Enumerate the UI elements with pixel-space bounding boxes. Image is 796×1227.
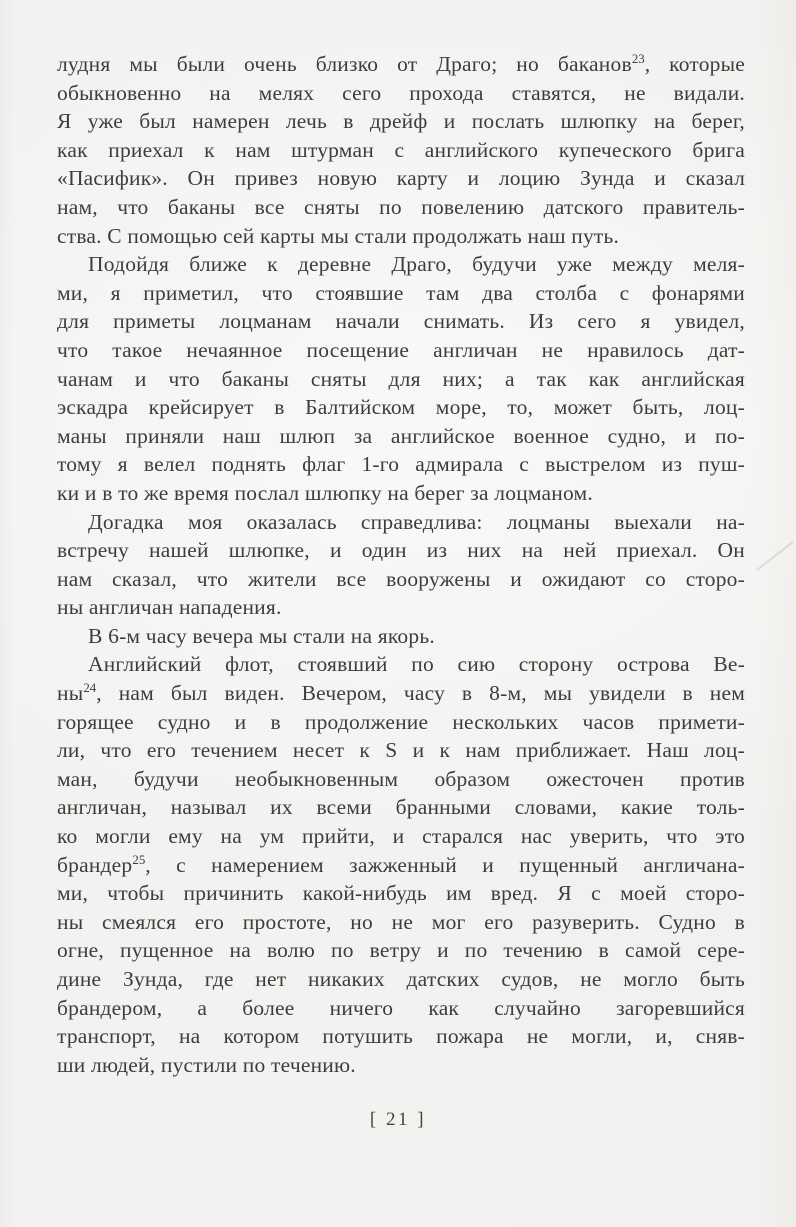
text-line: В 6-м часу вечера мы стали на якорь. — [88, 623, 435, 648]
text-line: ши людей, пустили по течению. — [57, 1052, 356, 1077]
text-line: как приехал к нам штурман с английского купеческого брига — [57, 137, 745, 162]
text-line: Английский флот, стоявший по сию сторону острова Ве- — [88, 652, 745, 677]
footnote-ref: 25 — [132, 852, 146, 867]
text-line: «Пасифик». Он привез новую карту и лоцию Зунда и сказал — [57, 166, 745, 191]
page-text — [57, 50, 745, 1079]
text-line: брандер$^{25}$, с намерением зажженный и пущенный англичана- — [57, 852, 745, 877]
text-line: что такое нечаянное посещение англичан не нравилось дат- — [57, 337, 745, 362]
text-line: для приметы лоцманам начали снимать. Из сего я увидел, — [57, 309, 745, 334]
text-line: ны смеялся его простоте, но не мог его разуверить. Судно в — [57, 909, 745, 934]
text-line: брандером, а более ничего как случайно загоревшийся — [57, 995, 745, 1020]
text-line: огне, пущенное на волю по ветру и по течению в самой сере- — [57, 938, 745, 963]
text-line: дине Зунда, где нет никаких датских судов, не могло быть — [57, 967, 745, 991]
text-line: ства. С помощью сей карты мы стали продолжать наш путь. — [57, 223, 620, 248]
text-line: ми, чтобы причинить какой-нибудь им вред. Я с моей сторо- — [57, 881, 745, 906]
text-line: ми, я приметил, что стоявшие там два столба с фонарями — [57, 280, 745, 305]
paragraph — [57, 622, 745, 651]
page-number: [ 21 ] — [369, 1109, 427, 1130]
text-line: нам, что баканы все сняты по повелению датского правитель- — [57, 194, 745, 219]
text-line: нам сказал, что жители все вооружены и ожидают со сторо- — [57, 566, 745, 591]
footnote-ref: 23 — [631, 51, 645, 66]
paragraph — [57, 250, 745, 507]
text-line: Подойдя ближе к деревне Драго, будучи уже между меля- — [88, 252, 745, 277]
paragraph — [57, 50, 745, 250]
text-line: Я уже был намерен лечь в дрейф и послать шлюпку на берег, — [57, 109, 745, 134]
text-line: ли, что его течением несет к S и к нам приближает. Наш лоц- — [57, 738, 745, 763]
footnote-ref: 24 — [83, 680, 97, 695]
text-line: Догадка моя оказалась справедлива: лоцманы выехали на- — [88, 509, 745, 534]
text-line: тому я велел поднять флаг 1-го адмирала с выстрелом из пуш- — [57, 452, 745, 477]
text-line: ны англичан нападения. — [57, 595, 282, 620]
paragraph — [57, 650, 745, 1079]
scan-scratch-artifact — [756, 541, 793, 571]
text-line: горящее судно и в продолжение нескольких часов примети- — [57, 709, 745, 734]
text-line: маны приняли наш шлюп за английское военное судно, и по- — [57, 423, 745, 448]
text-line: ки и в то же время послал шлюпку на берег за лоцманом. — [57, 480, 593, 505]
text-line: обыкновенно на мелях сего прохода ставятся, не видали. — [57, 80, 745, 105]
text-line: англичан, называл их всеми бранными словами, какие толь- — [57, 795, 745, 820]
text-line: $ны^{24}$, нам был виден. Вечером, часу в 8-м, мы увидели в нем — [57, 680, 745, 706]
text-line: лудня мы были очень близко от Драго; но баканов$^{23}$, которые — [57, 51, 745, 76]
text-line: чанам и что баканы сняты для них; а так как английская — [57, 366, 745, 391]
text-line: встречу нашей шлюпке, и один из них на ней приехал. Он — [57, 538, 745, 563]
text-line: ман, будучи необыкновенным образом ожесточен против — [57, 766, 745, 791]
text-line: ко могли ему на ум прийти, и старался нас уверить, что это — [57, 824, 745, 849]
text-line: эскадра крейсирует в Балтийском море, то, может быть, лоц- — [57, 395, 745, 420]
paragraph — [57, 508, 745, 622]
text-line: транспорт, на котором потушить пожара не могли, и, сняв- — [57, 1024, 745, 1049]
